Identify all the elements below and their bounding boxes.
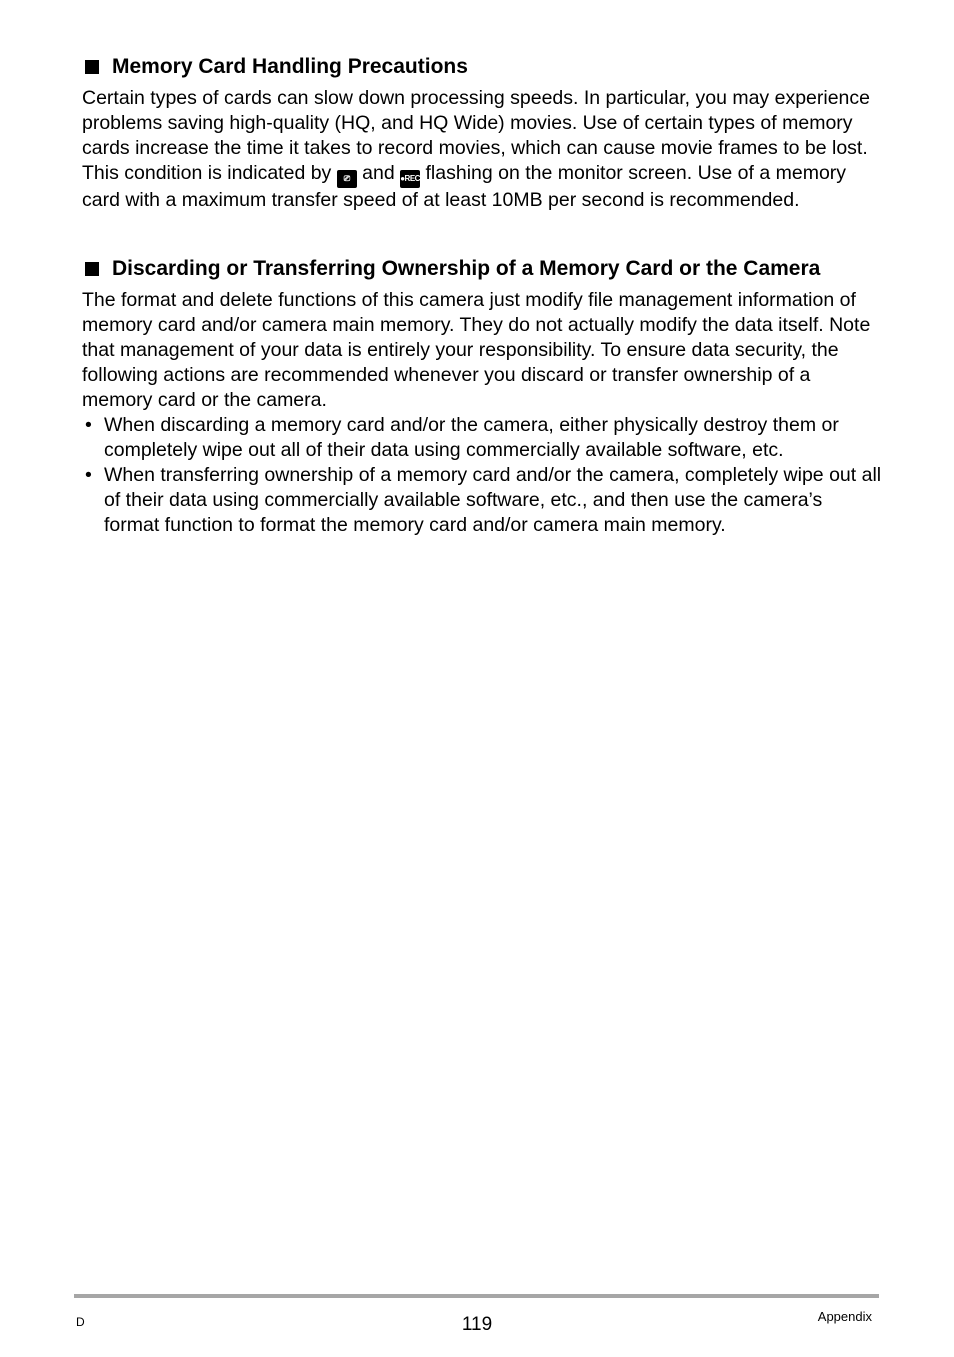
bullet-list	[82, 413, 882, 538]
list-item	[82, 463, 882, 538]
section-heading	[82, 53, 882, 81]
movie-frame-icon: ⎚	[337, 170, 357, 188]
footer-section-label: Appendix	[817, 1309, 872, 1324]
bullet-icon: •	[85, 414, 92, 436]
heading-text: Discarding or Transferring Ownership of a Memory Card or the Camera	[112, 257, 821, 280]
section-memory-card-precautions	[82, 53, 882, 213]
paragraph-text-part: Certain types of cards can slow down processing speeds. In particular, you may experience problems saving high-quality (HQ, and HQ Wide) movies. Use of certain types of memory cards increase the time it takes to record movies, which can cause movie frames to be lost. This condition is indicated by	[82, 87, 870, 184]
rec-icon: ●REC	[400, 170, 420, 188]
body-paragraph	[82, 86, 882, 213]
list-item-text: When discarding a memory card and/or the camera, either physically destroy them or completely wipe out all of their data using commercially available software, etc.	[104, 414, 839, 461]
list-item-text: When transferring ownership of a memory card and/or the camera, completely wipe out all of their data using commercially available software, etc., and then use the camera’s format function to format the memory card and/or camera main memory.	[104, 464, 882, 536]
bullet-icon: •	[85, 464, 92, 486]
body-paragraph: The format and delete functions of this camera just modify file management information of memory card and/or camera main memory. They do not actually modify the data itself. Note that management of your data is entirely your responsibility. To ensure data security, the following actions are recommended whenever you discard or transfer ownership of a memory card or the camera.	[82, 289, 871, 411]
paragraph-text-part: and	[356, 162, 401, 184]
paragraph-text-part: flashing on the monitor screen. Use of a memory card with a maximum transfer speed of at least 10MB per second is recommended.	[82, 162, 847, 211]
section-heading	[82, 255, 882, 283]
section-discarding-ownership	[82, 255, 882, 538]
list-item	[82, 413, 882, 463]
footer-language-code: D	[76, 1315, 85, 1329]
black-square-icon	[85, 262, 99, 276]
black-square-icon	[85, 60, 99, 74]
footer-divider	[74, 1294, 879, 1298]
heading-text: Memory Card Handling Precautions	[112, 55, 468, 78]
page-number: 119	[461, 1314, 493, 1335]
